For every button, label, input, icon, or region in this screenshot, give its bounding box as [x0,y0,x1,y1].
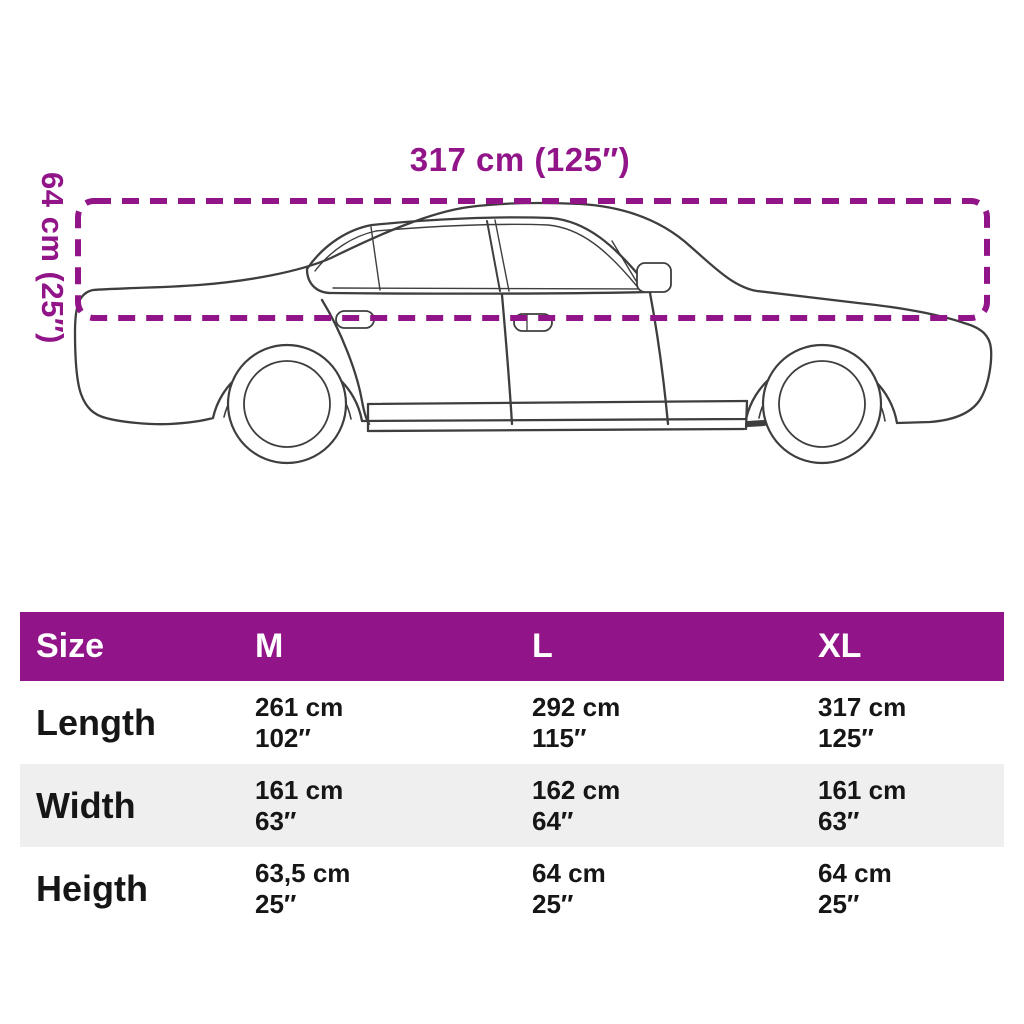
size-table [20,612,1004,930]
length-m-cell: 261 cm 102″ [255,691,344,753]
header-size-l: L [532,627,553,665]
length-dimension-label: 317 cm (125″) [409,141,631,178]
heigth-m-cell: 63,5 cm 25″ [255,857,351,919]
width-l-cell: 162 cm 64″ [532,774,621,836]
rear-wheel [228,345,346,463]
front-wheel [763,345,881,463]
header-size-m: M [255,627,284,665]
table-row-heigth [20,847,1004,930]
header-size: Size [36,627,105,665]
heigth-xl-cell: 64 cm 25″ [818,857,892,919]
side-mirror [637,263,671,292]
width-xl-cell: 161 cm 63″ [818,774,907,836]
table-row-length [20,681,1004,764]
height-dimension-label: 64 cm (25″) [35,171,70,344]
heigth-l-cell: 64 cm 25″ [532,857,606,919]
table-row-width [20,764,1004,847]
size-table-header [20,612,1004,681]
row-label-length: Length [36,701,156,743]
length-l-cell: 292 cm 115″ [532,691,621,753]
width-m-cell: 161 cm 63″ [255,774,344,836]
header-size-xl: XL [818,627,862,665]
row-label-heigth: Heigth [36,867,148,909]
row-label-width: Width [36,784,136,826]
length-xl-cell: 317 cm 125″ [818,691,907,753]
